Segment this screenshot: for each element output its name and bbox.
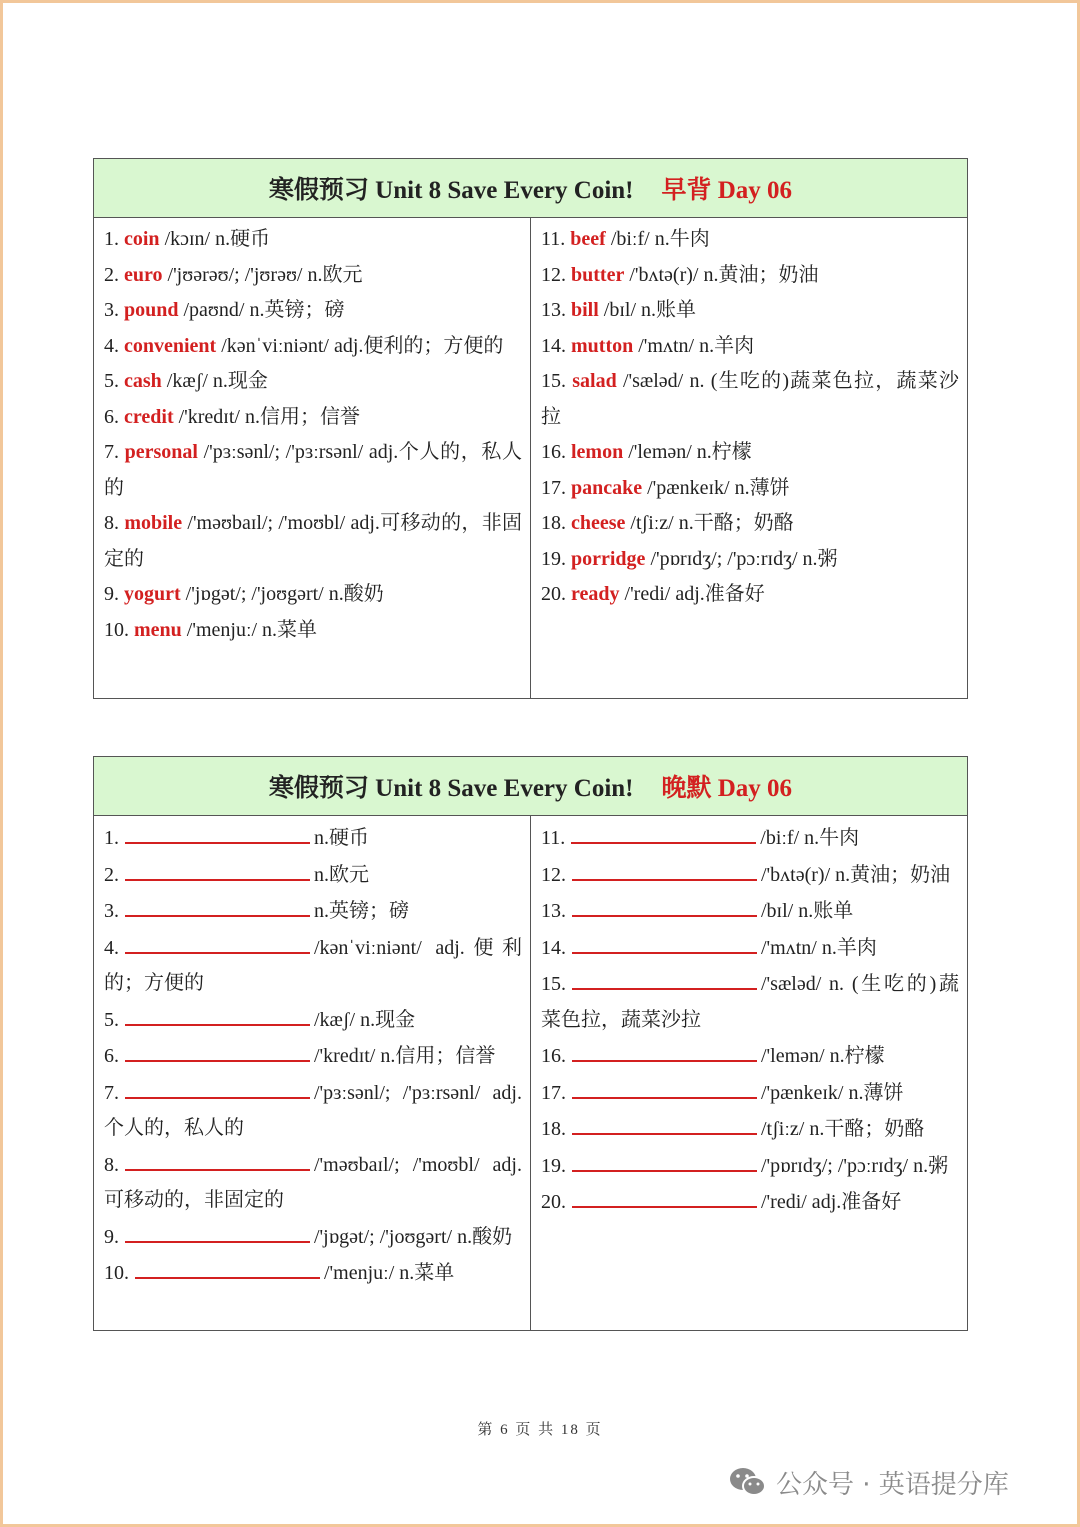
vocab-word: pancake	[571, 476, 643, 499]
vocab-entry: 12. butter /'bʌtə(r)/ n.黄油；奶油	[541, 263, 819, 286]
vocab-word: salad	[572, 370, 617, 392]
dictation-entry: 5. /kæʃ/ n.现金	[104, 1002, 522, 1039]
vocab-word: cheese	[571, 512, 626, 534]
answer-blank[interactable]	[572, 857, 757, 881]
vocab-entry: 9. yogurt /'jɒgət/; /'joʊgərt/ n.酸奶	[104, 583, 384, 605]
dictation-entry: 15. /'sæləd/ n. (生吃的)蔬菜色拉，蔬菜沙拉	[541, 966, 959, 1038]
vocab-word: mutton	[571, 334, 634, 357]
morning-card-header	[94, 159, 967, 218]
vocab-word: porridge	[571, 547, 646, 570]
watermark	[728, 1462, 1009, 1502]
vocab-word: lemon	[571, 441, 624, 463]
dictation-entry: 11. /biːf/ n.牛肉	[541, 820, 959, 857]
vocab-word: mobile	[124, 512, 183, 534]
answer-blank[interactable]	[572, 893, 757, 917]
vocab-word: pound	[124, 299, 179, 321]
answer-blank[interactable]	[125, 930, 310, 954]
answer-blank[interactable]	[572, 1038, 757, 1062]
answer-blank[interactable]	[572, 1148, 757, 1172]
answer-blank[interactable]	[572, 930, 757, 954]
answer-blank[interactable]	[125, 1075, 310, 1099]
answer-blank[interactable]	[572, 1111, 757, 1135]
dictation-entry: 9. /'jɒgət/; /'joʊgərt/ n.酸奶	[104, 1219, 522, 1256]
answer-blank[interactable]	[125, 820, 310, 844]
answer-blank[interactable]	[125, 1038, 310, 1062]
vocab-word: euro	[124, 263, 163, 286]
evening-right-column	[531, 816, 967, 1330]
dictation-entry: 7. /'pɜːsənl/; /'pɜːrsənl/ adj.个人的，私人的	[104, 1075, 522, 1147]
dictation-entry: 18. /tʃiːz/ n.干酪；奶酪	[541, 1111, 959, 1148]
vocab-entry: 19. porridge /'pɒrɪdʒ/; /'pɔːrɪdʒ/ n.粥	[541, 547, 838, 570]
vocab-entry: 10. menu /'menjuː/ n.菜单	[104, 618, 318, 641]
vocab-entry: 18. cheese /tʃiːz/ n.干酪；奶酪	[541, 512, 794, 534]
answer-blank[interactable]	[125, 893, 310, 917]
evening-day-tag: 晚默 Day 06	[661, 775, 793, 802]
wechat-icon	[728, 1465, 768, 1499]
dictation-entry: 10. /'menjuː/ n.菜单	[104, 1255, 522, 1292]
vocab-entry: 6. credit /'kredɪt/ n.信用；信誉	[104, 405, 360, 428]
vocab-entry: 2. euro /'jʊərəʊ/; /'jʊrəʊ/ n.欧元	[104, 263, 363, 286]
evening-card-title: 寒假预习 Unit 8 Save Every Coin!	[268, 775, 634, 802]
dictation-entry: 2. n.欧元	[104, 857, 522, 894]
dictation-entry: 6. /'kredɪt/ n.信用；信誉	[104, 1038, 522, 1075]
dictation-entry: 13. /bɪl/ n.账单	[541, 893, 959, 930]
vocab-word: personal	[124, 441, 198, 463]
vocab-word: convenient	[124, 334, 217, 357]
morning-card-title: 寒假预习 Unit 8 Save Every Coin!	[268, 177, 634, 204]
dictation-entry: 14. /'mʌtn/ n.羊肉	[541, 930, 959, 967]
vocab-word: beef	[570, 228, 606, 250]
vocab-word: butter	[571, 263, 625, 286]
answer-blank[interactable]	[572, 966, 757, 990]
vocab-entry: 4. convenient /kənˈviːniənt/ adj.便利的；方便的	[104, 334, 504, 357]
page-number: 第 6 页 共 18 页	[477, 1422, 603, 1438]
evening-left-column	[94, 816, 531, 1330]
dictation-entry: 19. /'pɒrɪdʒ/; /'pɔːrɪdʒ/ n.粥	[541, 1148, 959, 1185]
vocab-word: credit	[124, 405, 174, 428]
vocab-entry: 7. personal /'pɜːsənl/; /'pɜːrsənl/ adj.个人的，私人的	[104, 441, 522, 499]
vocab-entry: 17. pancake /'pænkeɪk/ n.薄饼	[541, 476, 790, 499]
vocab-entry: 14. mutton /'mʌtn/ n.羊肉	[541, 334, 755, 357]
vocab-word: ready	[571, 583, 620, 605]
dictation-entry: 20. /'redi/ adj.准备好	[541, 1184, 959, 1221]
morning-right-column	[531, 218, 967, 698]
vocab-entry: 20. ready /'redi/ adj.准备好	[541, 583, 765, 605]
answer-blank[interactable]	[572, 1075, 757, 1099]
vocab-entry: 5. cash /kæʃ/ n.现金	[104, 370, 268, 392]
morning-day-tag: 早背 Day 06	[661, 177, 793, 204]
answer-blank[interactable]	[135, 1255, 320, 1279]
morning-left-column	[94, 218, 531, 698]
watermark-text: 公众号 · 英语提分库	[776, 1469, 1009, 1500]
dictation-entry: 12. /'bʌtə(r)/ n.黄油；奶油	[541, 857, 959, 894]
answer-blank[interactable]	[125, 1219, 310, 1243]
dictation-entry: 1. n.硬币	[104, 820, 522, 857]
vocab-entry: 13. bill /bɪl/ n.账单	[541, 299, 697, 321]
evening-card-header	[94, 757, 967, 816]
answer-blank[interactable]	[125, 857, 310, 881]
evening-dictation-card	[93, 756, 968, 1331]
vocab-word: coin	[124, 228, 160, 250]
answer-blank[interactable]	[571, 820, 756, 844]
answer-blank[interactable]	[125, 1147, 310, 1171]
morning-vocab-card	[93, 158, 968, 699]
vocab-entry: 16. lemon /'lemən/ n.柠檬	[541, 441, 752, 463]
vocab-word: menu	[134, 618, 182, 641]
dictation-entry: 3. n.英镑；磅	[104, 893, 522, 930]
vocab-entry: 1. coin /kɔɪn/ n.硬币	[104, 228, 271, 250]
vocab-word: cash	[124, 370, 162, 392]
dictation-entry: 4. /kənˈviːniənt/ adj.便利的；方便的	[104, 930, 522, 1002]
vocab-entry: 15. salad /'sæləd/ n. (生吃的)蔬菜色拉，蔬菜沙拉	[541, 370, 960, 428]
answer-blank[interactable]	[572, 1184, 757, 1208]
answer-blank[interactable]	[125, 1002, 310, 1026]
vocab-word: bill	[571, 299, 599, 321]
vocab-entry: 3. pound /paʊnd/ n.英镑；磅	[104, 299, 345, 321]
dictation-entry: 17. /'pænkeɪk/ n.薄饼	[541, 1075, 959, 1112]
vocab-entry: 8. mobile /'məʊbaɪl/; /'moʊbl/ adj.可移动的，非固定的	[104, 512, 523, 570]
vocab-word: yogurt	[124, 583, 181, 605]
dictation-entry: 16. /'lemən/ n.柠檬	[541, 1038, 959, 1075]
vocab-entry: 11. beef /biːf/ n.牛肉	[541, 228, 710, 250]
dictation-entry: 8. /'məʊbaɪl/; /'moʊbl/ adj.可移动的，非固定的	[104, 1147, 522, 1219]
